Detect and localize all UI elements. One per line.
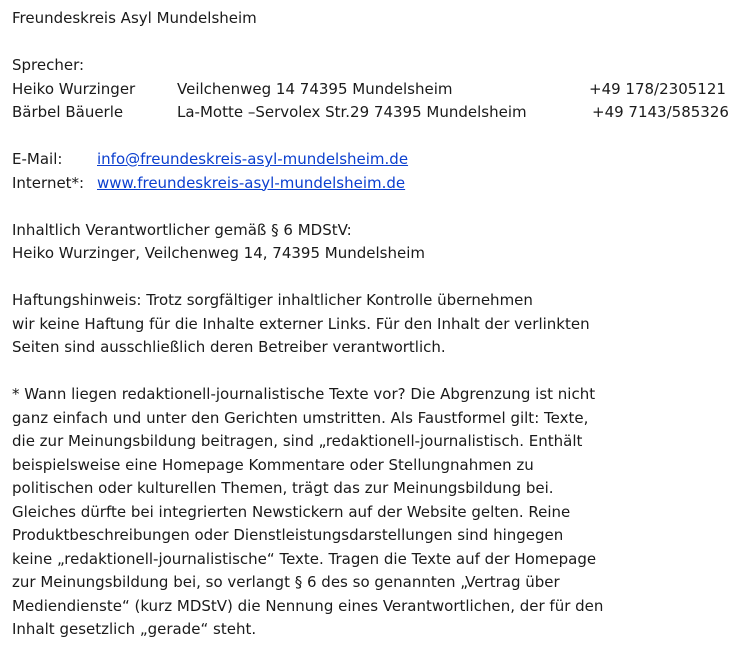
footnote-line: Mediendienste“ (kurz MDStV) die Nennung eines Verantwortlichen, der für den [12,596,604,615]
spacer [12,266,732,290]
spacer [12,195,732,219]
disclaimer-line: Haftungshinweis: Trotz sorgfältiger inhaltlicher Kontrolle übernehmen [12,291,533,309]
speaker-address: Veilchenweg 14 74395 Mundelsheim [177,79,453,98]
disclaimer-line: wir keine Haftung für die Inhalte externer Links. Für den Inhalt der verlinkten [12,314,590,333]
footnote-line: die zur Meinungsbildung beitragen, sind „redaktionell-journalistisch. Enthält [12,432,583,450]
footnote-line: beispielsweise eine Homepage Kommentare oder Stellungnahmen zu [12,455,534,474]
spacer [12,125,732,149]
internet-label: Internet*: [12,173,85,192]
speaker-address: La-Motte –Servolex Str.29 74395 Mundelsheim [177,103,527,121]
imprint-document [12,7,732,642]
speaker-row [12,78,732,102]
spacer [12,31,732,55]
speaker-phone: +49 178/2305121 [589,79,726,98]
disclaimer-line: Seiten sind ausschließlich deren Betreiber verantwortlich. [12,338,446,356]
spacer [12,360,732,384]
website-link[interactable]: www.freundeskreis-asyl-mundelsheim.de [97,173,406,192]
internet-row [12,172,732,196]
email-label: E-Mail: [12,150,63,168]
speaker-name: Bärbel Bäuerle [12,103,124,121]
footnote-line: * Wann liegen redaktionell-journalistische Texte vor? Die Abgrenzung ist nicht [12,385,596,403]
email-link[interactable]: info@freundeskreis-asyl-mundelsheim.de [97,150,409,168]
footnote-line: keine „redaktionell-journalistische“ Texte. Tragen die Texte auf der Homepage [12,549,597,568]
footnote-line: Gleiches dürfte bei integrierten Newstickern auf der Website gelten. Reine [12,502,571,521]
speakers-heading: Sprecher: [12,56,85,74]
footnote-paragraph [12,383,732,642]
footnote-line: politischen oder kulturellen Themen, trägt das zur Meinungsbildung bei. [12,479,554,497]
responsible-heading: Inhaltlich Verantwortlicher gemäß § 6 MDStV: [12,220,352,239]
footnote-line: Inhalt gesetzlich „gerade“ steht. [12,620,257,638]
speaker-row [12,101,732,125]
footnote-line: ganz einfach und unter den Gerichten umstritten. Als Faustformel gilt: Texte, [12,408,589,427]
org-title: Freundeskreis Asyl Mundelsheim [12,9,257,27]
footnote-line: zur Meinungsbildung bei, so verlangt § 6 des so genannten „Vertrag über [12,573,560,591]
speaker-name: Heiko Wurzinger [12,79,136,98]
responsible-person: Heiko Wurzinger, Veilchenweg 14, 74395 Mundelsheim [12,244,425,262]
footnote-line: Produktbeschreibungen oder Dienstleistungsdarstellungen sind hingegen [12,526,564,544]
disclaimer-paragraph [12,289,732,360]
email-row [12,148,732,172]
speaker-phone: +49 7143/585326 [592,103,729,121]
